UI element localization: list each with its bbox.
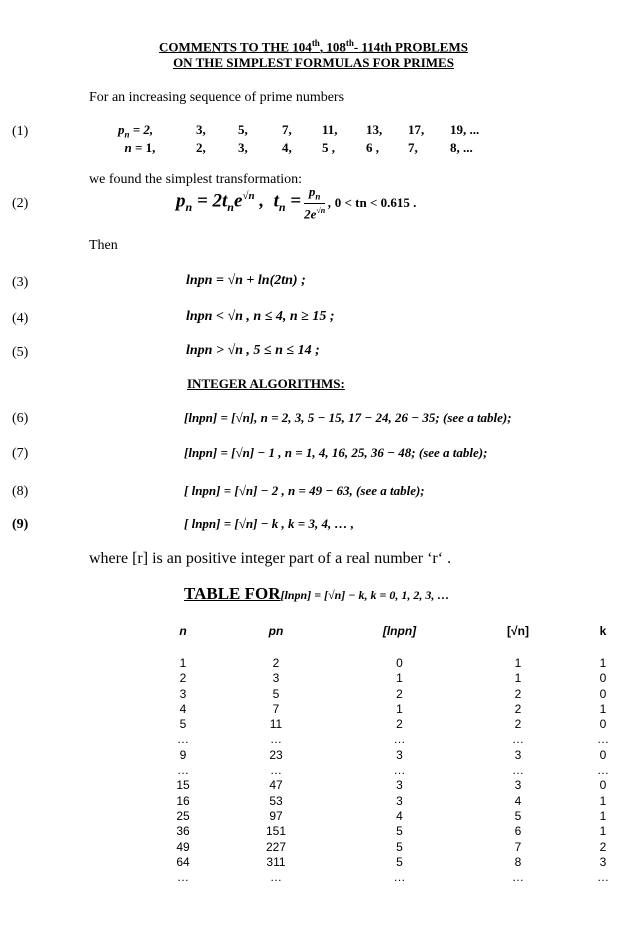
table-cell: 4 bbox=[179, 701, 187, 716]
table-cell: 2 bbox=[272, 656, 280, 670]
table-cell: 1 bbox=[599, 824, 607, 839]
table-cell: … bbox=[512, 732, 524, 747]
table-cell: … bbox=[512, 870, 524, 885]
table-row bbox=[160, 840, 623, 855]
sequence-cell: 5 , bbox=[322, 139, 335, 155]
eq9-label: (9) bbox=[12, 517, 29, 532]
eq2-formula: $p_n = 2t_ne^{√n}$ , $t_n$ = $\frac{p_n}{2e^{√n}}$ , 0 < tn < 0.615 . bbox=[176, 183, 417, 222]
sequence-cell: 17, bbox=[408, 122, 425, 137]
table-cell: 7 bbox=[514, 839, 522, 854]
table-header: pn bbox=[268, 624, 284, 638]
table-cell: 5 bbox=[514, 808, 522, 823]
table-cell: … bbox=[177, 870, 189, 885]
table-row bbox=[160, 855, 623, 870]
table-row bbox=[160, 702, 623, 717]
table-cell: 0 bbox=[599, 717, 607, 732]
table-cell: 8 bbox=[514, 854, 522, 869]
table-cell: 2 bbox=[599, 839, 607, 854]
table-header: [√n] bbox=[507, 624, 529, 638]
algorithms-heading: INTEGER ALGORITHMS: bbox=[187, 376, 345, 391]
eq5-formula: lnpn > √n , 5 ≤ n ≤ 14 ; bbox=[186, 343, 320, 358]
table-cell: 3 bbox=[514, 778, 522, 793]
eq5-label: (5) bbox=[12, 345, 29, 360]
table-cell: … bbox=[177, 763, 189, 778]
table-row bbox=[160, 824, 623, 839]
table-row bbox=[160, 671, 623, 686]
eq4-formula: lnpn < √n , n ≤ 4, n ≥ 15 ; bbox=[186, 309, 335, 324]
primes-table bbox=[160, 656, 623, 885]
table-title-formula: [lnpn] = [√n] − k, k = 0, 1, 2, 3, … bbox=[280, 588, 450, 602]
table-cell: 1 bbox=[599, 656, 607, 670]
table-cell: 1 bbox=[599, 793, 607, 808]
table-cell: 53 bbox=[269, 793, 283, 808]
table-cell: 3 bbox=[179, 686, 187, 701]
eq8-formula: [ lnpn] = [√n] − 2 , n = 49 − 63, (see a table); bbox=[184, 483, 425, 498]
table-cell: 3 bbox=[514, 747, 522, 762]
sequence-cell: 8, ... bbox=[450, 139, 473, 155]
eq2-label: (2) bbox=[12, 196, 29, 211]
eq7-formula: [lnpn] = [√n] − 1 , n = 1, 4, 16, 25, 36 − 48; (see a table); bbox=[184, 445, 488, 460]
sequence-table bbox=[118, 122, 479, 156]
table-cell: … bbox=[597, 763, 609, 778]
table-header: [lnpn] bbox=[382, 624, 417, 638]
table-cell: 151 bbox=[265, 824, 287, 839]
table-row bbox=[160, 870, 623, 885]
eq2-condition: 0 < tn < 0.615 . bbox=[334, 195, 417, 210]
table-cell: … bbox=[270, 732, 282, 747]
table-cell: 227 bbox=[265, 839, 287, 854]
table-row bbox=[160, 732, 623, 747]
table-cell: 2 bbox=[514, 701, 522, 716]
sequence-cell: $p_n = 2$, bbox=[118, 122, 154, 140]
where-text: where [r] is an positive integer part of a real number ‘r‘ . bbox=[89, 550, 452, 567]
table-cell: 15 bbox=[176, 778, 190, 793]
table-cell: 36 bbox=[176, 824, 190, 839]
table-row bbox=[160, 778, 623, 793]
table-cell: 64 bbox=[176, 854, 190, 869]
table-cell: 97 bbox=[269, 808, 283, 823]
eq7-label: (7) bbox=[12, 446, 29, 461]
eq3-label: (3) bbox=[12, 275, 29, 290]
sequence-cell: 3, bbox=[196, 122, 206, 137]
sequence-cell: 19, ... bbox=[450, 122, 480, 137]
table-cell: 2 bbox=[514, 717, 522, 732]
table-cell: 49 bbox=[176, 839, 190, 854]
table-cell: 23 bbox=[269, 747, 283, 762]
table-cell: 0 bbox=[599, 686, 607, 701]
table-cell: 3 bbox=[396, 793, 403, 808]
table-row bbox=[160, 687, 623, 702]
sequence-cell: 7, bbox=[282, 122, 292, 137]
table-cell: 2 bbox=[396, 717, 403, 732]
table-cell: 1 bbox=[514, 656, 522, 670]
table-cell: 11 bbox=[269, 717, 283, 732]
eq6-label: (6) bbox=[12, 411, 29, 426]
table-header: k bbox=[599, 624, 607, 638]
table-cell: 0 bbox=[599, 671, 607, 686]
table-cell: 0 bbox=[599, 778, 607, 793]
then-text: Then bbox=[89, 238, 118, 253]
table-cell: 5 bbox=[396, 824, 403, 839]
sequence-cell: 7, bbox=[408, 139, 418, 155]
table-cell: 0 bbox=[599, 747, 607, 762]
table-cell: 3 bbox=[396, 747, 403, 762]
table-cell: 5 bbox=[396, 839, 403, 854]
table-row bbox=[160, 748, 623, 763]
table-cell: 4 bbox=[514, 793, 522, 808]
sequence-cell: n = 1, bbox=[124, 139, 156, 155]
table-cell: 5 bbox=[179, 717, 187, 732]
table-cell: 2 bbox=[396, 686, 403, 701]
table-cell: 3 bbox=[272, 671, 280, 686]
eq4-label: (4) bbox=[12, 311, 29, 326]
eq3-formula: lnpn = √n + ln(2tn) ; bbox=[186, 273, 306, 288]
table-row bbox=[160, 809, 623, 824]
sequence-cell: 6 , bbox=[366, 139, 379, 155]
page-title-line-1: COMMENTS TO THE 104th, 108th- 114th PROBLEMS bbox=[159, 38, 468, 55]
page-title-line-2: ON THE SIMPLEST FORMULAS FOR PRIMES bbox=[173, 55, 454, 70]
table-cell: 1 bbox=[396, 671, 403, 686]
table-cell: 0 bbox=[396, 656, 403, 670]
table-cell: … bbox=[177, 732, 189, 747]
table-title bbox=[184, 584, 449, 604]
eq8-label: (8) bbox=[12, 484, 29, 499]
table-cell: 1 bbox=[396, 701, 403, 716]
table-cell: 3 bbox=[599, 854, 607, 869]
table-cell: … bbox=[393, 732, 406, 747]
sequence-cell: 11, bbox=[322, 122, 338, 137]
eq6-formula: [lnpn] = [√n], n = 2, 3, 5 − 15, 17 − 24, 26 − 35; (see a table); bbox=[184, 410, 512, 425]
table-cell: 5 bbox=[272, 686, 280, 701]
table-cell: 1 bbox=[599, 808, 607, 823]
eq1-label: (1) bbox=[12, 124, 29, 139]
table-row bbox=[160, 763, 623, 778]
table-cell: 47 bbox=[269, 778, 283, 793]
table-cell: … bbox=[393, 763, 406, 778]
table-row bbox=[160, 717, 623, 732]
table-cell: … bbox=[393, 870, 406, 885]
table-cell: … bbox=[512, 763, 524, 778]
table-cell: 1 bbox=[599, 701, 607, 716]
intro-text: For an increasing sequence of prime numbers bbox=[89, 90, 345, 105]
table-cell: 2 bbox=[179, 671, 187, 686]
table-cell: 9 bbox=[179, 747, 187, 762]
table-cell: 7 bbox=[272, 701, 280, 716]
table-cell: 6 bbox=[514, 824, 522, 839]
eq9-formula: [ lnpn] = [√n] − k , k = 3, 4, … , bbox=[184, 516, 354, 531]
table-row bbox=[160, 794, 623, 809]
table-title-label: TABLE FOR bbox=[184, 584, 281, 603]
primes-table-body bbox=[160, 656, 623, 885]
table-cell: 2 bbox=[514, 686, 522, 701]
table-cell: 1 bbox=[514, 671, 522, 686]
table-cell: 25 bbox=[176, 808, 190, 823]
table-cell: 16 bbox=[176, 793, 190, 808]
sequence-cell: 4, bbox=[282, 139, 292, 155]
sequence-row-primes bbox=[118, 122, 479, 140]
table-cell: … bbox=[270, 870, 282, 885]
table-cell: … bbox=[270, 763, 282, 778]
sequence-cell: 2, bbox=[196, 139, 206, 155]
found-text: we found the simplest transformation: bbox=[89, 172, 303, 187]
sequence-row-indices bbox=[118, 140, 479, 156]
table-header: n bbox=[179, 624, 187, 638]
sequence-cell: 13, bbox=[366, 122, 383, 137]
table-cell: 3 bbox=[396, 778, 403, 793]
table-cell: … bbox=[597, 732, 609, 747]
table-cell: 4 bbox=[396, 808, 403, 823]
sequence-cell: 5, bbox=[238, 122, 248, 137]
table-row bbox=[160, 656, 623, 671]
table-cell: … bbox=[597, 870, 609, 885]
table-cell: 311 bbox=[266, 854, 286, 869]
table-header-row bbox=[160, 624, 623, 638]
table-cell: 5 bbox=[396, 854, 403, 869]
sequence-cell: 3, bbox=[238, 139, 248, 155]
table-cell: 1 bbox=[179, 656, 187, 670]
